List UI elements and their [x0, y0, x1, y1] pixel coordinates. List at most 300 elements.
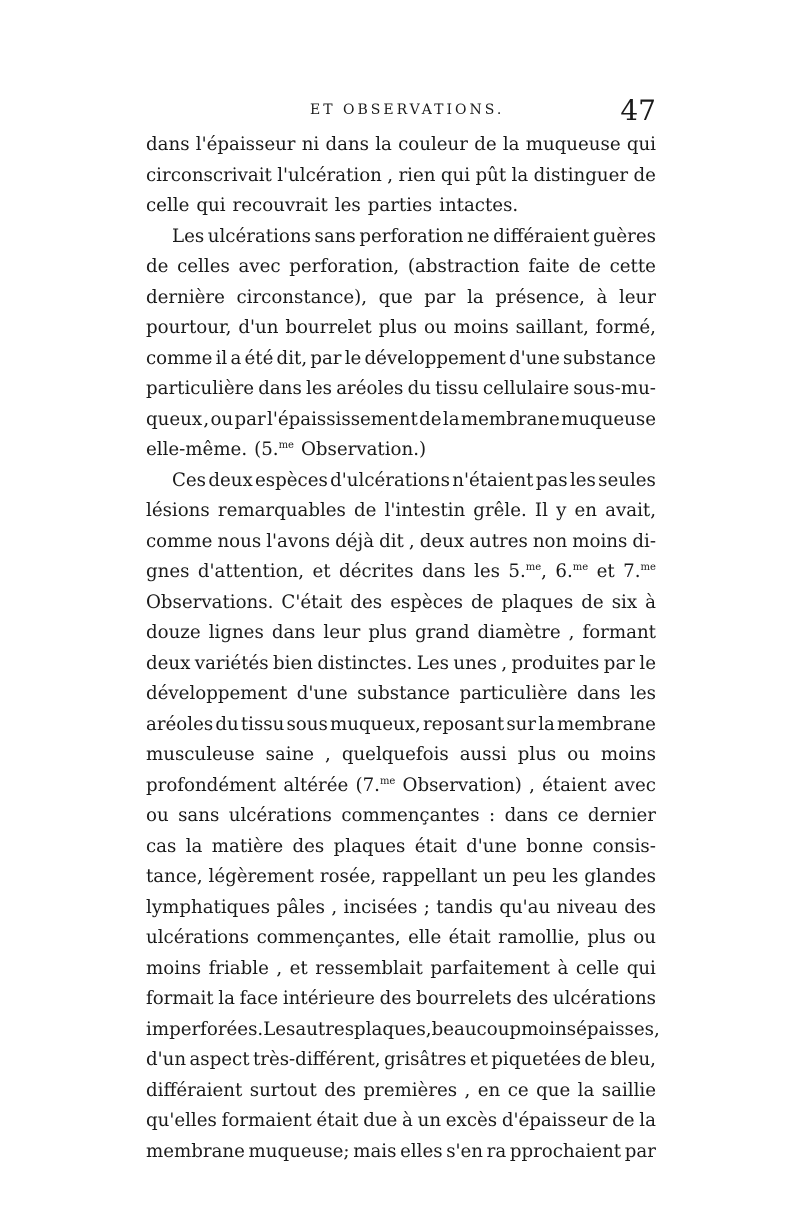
- word: Observations.: [146, 591, 274, 613]
- word: quelquefois: [341, 744, 449, 765]
- word: dans: [576, 683, 621, 704]
- word: des: [324, 1079, 356, 1101]
- word: muqueux,: [329, 713, 421, 735]
- word: deux: [419, 530, 465, 552]
- word: dit,: [276, 347, 308, 369]
- word: ,: [276, 957, 283, 979]
- word: rosée,: [319, 866, 377, 887]
- word: très-différent,: [252, 1049, 381, 1070]
- text-line: [146, 496, 656, 527]
- word: pût: [475, 164, 507, 186]
- word: qu'au: [499, 896, 551, 918]
- word: du: [407, 378, 431, 399]
- word: bourrelet: [285, 317, 372, 338]
- word: ;: [423, 896, 430, 918]
- word: (abstraction: [407, 256, 520, 277]
- word: de: [146, 256, 169, 277]
- word: tance,: [146, 866, 203, 887]
- word: présence,: [495, 286, 585, 308]
- word: ou: [210, 408, 234, 430]
- word: espèces: [255, 469, 328, 491]
- word: de: [471, 591, 494, 613]
- word: de: [354, 500, 377, 521]
- body-text: [146, 130, 660, 1167]
- word: rappellant: [382, 866, 478, 887]
- word: moins: [600, 744, 656, 765]
- word: glandes: [584, 866, 656, 887]
- text-line: [146, 313, 656, 344]
- text-line: [146, 740, 656, 771]
- word: pâles: [276, 896, 325, 918]
- word: saine: [265, 744, 315, 765]
- word: ressemblait: [315, 957, 423, 979]
- word: qu'elles: [146, 1110, 217, 1131]
- word: aréoles: [146, 713, 214, 735]
- word: d'une: [509, 347, 560, 369]
- word: moins: [572, 530, 628, 552]
- word: elles: [400, 1140, 443, 1162]
- word: douze: [146, 622, 201, 643]
- word: :: [489, 805, 496, 826]
- word: ,: [568, 622, 575, 643]
- word: sans: [314, 225, 356, 247]
- text-line: [146, 252, 656, 283]
- word: elle: [408, 927, 442, 948]
- page-header: [146, 94, 656, 134]
- text-line: [146, 466, 656, 497]
- word: bonne: [526, 835, 584, 857]
- word: remarquables: [217, 500, 346, 521]
- word: de: [578, 256, 601, 277]
- word: était: [316, 1110, 359, 1131]
- word: autres: [469, 530, 528, 552]
- text-line: [146, 405, 656, 436]
- word: dans: [271, 622, 316, 643]
- word: la: [511, 164, 529, 186]
- text-line: [146, 588, 656, 619]
- word: avec: [238, 256, 281, 277]
- word: plaques,: [354, 1018, 432, 1040]
- text-line: [146, 832, 656, 863]
- word: profondément: [146, 774, 277, 796]
- word: qui: [440, 164, 471, 186]
- word: légèrement: [208, 866, 314, 887]
- word: formé,: [595, 317, 656, 338]
- text-line: [146, 1015, 660, 1046]
- word: cellulaire: [482, 378, 570, 399]
- word: et: [289, 957, 308, 979]
- word: l'avons: [266, 530, 331, 552]
- word: face: [239, 988, 279, 1009]
- word: développement: [146, 683, 288, 704]
- word: autres: [295, 1018, 355, 1040]
- word: l'intestin: [384, 500, 466, 521]
- word: plus: [378, 317, 418, 338]
- word: aspect: [189, 1049, 250, 1070]
- word: formant: [582, 622, 656, 643]
- word: espèces: [390, 591, 463, 613]
- word: était: [448, 927, 491, 948]
- word: à: [596, 286, 608, 308]
- word: incisées: [343, 896, 418, 918]
- word: l'épaisseur: [195, 134, 296, 155]
- word: de: [612, 1110, 635, 1131]
- word: plus: [368, 622, 407, 643]
- text-line: [146, 1045, 656, 1076]
- word: di-: [632, 530, 656, 552]
- word: la: [375, 134, 392, 155]
- word: par: [234, 408, 266, 430]
- word: ou: [424, 317, 447, 338]
- word: ra: [486, 1140, 507, 1162]
- word: ulcérations: [228, 805, 332, 826]
- word: développement: [364, 347, 506, 369]
- word: membrane: [146, 1140, 245, 1162]
- text-line: [146, 1076, 656, 1107]
- word: pourtour,: [146, 317, 232, 338]
- word: était: [414, 835, 457, 857]
- word: ne: [467, 225, 490, 247]
- word: particulière: [146, 378, 255, 399]
- word: perforation: [359, 225, 464, 247]
- text-line: [146, 191, 656, 222]
- word: particulière: [459, 683, 568, 704]
- word: de: [584, 1049, 607, 1070]
- word: C'était: [281, 591, 343, 613]
- word: formaient: [221, 1110, 312, 1131]
- word: 5.$^{me}$,: [508, 561, 547, 582]
- word: les: [474, 561, 500, 582]
- word: ,: [464, 1079, 471, 1101]
- word: la: [639, 1110, 656, 1131]
- word: queux: [146, 408, 203, 430]
- word: l'épaississement: [267, 408, 418, 430]
- word: unes: [453, 652, 497, 674]
- word: les: [630, 683, 656, 704]
- word: ramollie,: [498, 927, 580, 948]
- word: excès: [445, 1110, 498, 1131]
- word: des: [350, 591, 383, 613]
- word: du: [215, 713, 239, 735]
- text-line: [146, 984, 656, 1015]
- text-line: [146, 161, 656, 192]
- word: grisâtres: [383, 1049, 467, 1070]
- word: de: [633, 164, 656, 186]
- word: bien: [273, 652, 313, 674]
- word: la: [442, 408, 460, 430]
- word: aussi: [459, 744, 507, 765]
- text-line: [146, 649, 656, 680]
- word: ulcérations: [207, 225, 311, 247]
- word: six: [611, 591, 638, 613]
- word: niveau: [556, 896, 618, 918]
- word: ulcérations: [552, 988, 656, 1009]
- word: sur: [506, 713, 537, 735]
- word: des: [624, 896, 656, 918]
- word: matière: [211, 835, 284, 857]
- text-line: [146, 222, 656, 253]
- word: plus: [517, 744, 557, 765]
- word: lésions: [146, 500, 210, 521]
- text-line: [146, 1106, 656, 1137]
- word: Il: [534, 500, 548, 521]
- word: substance: [563, 347, 656, 369]
- word: diamètre: [477, 622, 561, 643]
- word: de: [474, 134, 497, 155]
- text-line: [146, 435, 656, 466]
- text-line: [146, 557, 656, 588]
- word: non: [532, 530, 568, 552]
- word: tissu: [435, 378, 479, 399]
- word: la: [502, 134, 520, 155]
- word: muqueuse: [525, 134, 621, 155]
- word: intérieure: [282, 988, 375, 1009]
- page-number: 47: [620, 94, 656, 127]
- word: variétés: [194, 652, 269, 674]
- word: d'un: [146, 1049, 187, 1070]
- word: pprochaient: [509, 1140, 622, 1162]
- word: mais: [353, 1140, 397, 1162]
- word: Les: [416, 652, 449, 674]
- word: ,: [408, 530, 415, 552]
- word: Observation): [402, 774, 522, 796]
- word: consis-: [592, 835, 656, 857]
- word: Observation.): [300, 439, 427, 460]
- word: un: [417, 1110, 442, 1131]
- word: Les: [172, 225, 205, 247]
- word: formait: [146, 988, 214, 1009]
- word: leur: [618, 286, 656, 308]
- word: et: [312, 561, 331, 582]
- text-line: [146, 893, 656, 924]
- word: s'en: [446, 1140, 484, 1162]
- word: de: [581, 591, 604, 613]
- word: premières: [363, 1079, 458, 1101]
- word: des: [516, 988, 549, 1009]
- word: ,: [529, 774, 535, 796]
- word: substance: [357, 683, 450, 704]
- word: friable: [208, 957, 269, 979]
- word: dit: [379, 530, 404, 552]
- text-line: [146, 344, 656, 375]
- word: commençantes,: [256, 927, 401, 948]
- word: plus: [587, 927, 626, 948]
- text-line: [146, 954, 656, 985]
- running-head: ET OBSERVATIONS.: [310, 102, 505, 118]
- word: comme: [146, 530, 213, 552]
- text-line: [146, 862, 656, 893]
- word: celle: [146, 195, 190, 216]
- word: moins: [521, 1018, 577, 1040]
- word: d'attention,: [197, 561, 305, 582]
- word: que: [378, 286, 413, 308]
- word: à: [402, 1110, 413, 1131]
- word: des: [379, 988, 412, 1009]
- word: des: [292, 835, 325, 857]
- word: à: [557, 957, 569, 979]
- word: dans: [258, 378, 302, 399]
- word: épaisses,: [576, 1018, 660, 1040]
- word: leur: [323, 622, 361, 643]
- word: membrane: [460, 408, 560, 430]
- word: la: [577, 1079, 595, 1101]
- word: ce: [557, 805, 579, 826]
- word: dernière: [146, 286, 225, 308]
- word: altérée: [283, 774, 349, 796]
- word: en: [477, 1079, 501, 1101]
- word: ,: [501, 652, 508, 674]
- text-line: [146, 130, 656, 161]
- word: parfaitement: [430, 957, 550, 979]
- word: commençantes: [341, 805, 480, 826]
- word: que: [536, 1079, 571, 1101]
- word: nous: [217, 530, 262, 552]
- word: plaques: [501, 591, 574, 613]
- word: n'étaient: [452, 469, 534, 491]
- word: l'ulcération: [277, 164, 382, 186]
- word: plaques: [333, 835, 406, 857]
- word: peu: [512, 866, 547, 887]
- word: ,: [203, 408, 210, 430]
- word: pas: [535, 469, 568, 491]
- word: avec: [613, 774, 656, 796]
- word: dans: [504, 805, 549, 826]
- word: distinctes.: [317, 652, 413, 674]
- word: par: [624, 1140, 656, 1162]
- word: le: [344, 347, 362, 369]
- word: elle-même.: [146, 439, 248, 460]
- word: recouvrait: [232, 195, 328, 216]
- word: qui: [626, 134, 656, 155]
- word: tissu: [240, 713, 285, 735]
- word: musculeuse: [146, 744, 255, 765]
- word: comme: [146, 347, 213, 369]
- word: qui: [626, 957, 656, 979]
- word: saillie: [601, 1079, 656, 1101]
- word: la: [218, 988, 235, 1009]
- word: due: [363, 1110, 398, 1131]
- word: cette: [609, 256, 656, 277]
- word: différaient: [493, 225, 590, 247]
- word: ce: [507, 1079, 529, 1101]
- word: faite: [528, 256, 570, 277]
- word: distinguer: [533, 164, 629, 186]
- word: parties: [367, 195, 433, 216]
- word: y: [556, 500, 567, 521]
- word: il: [215, 347, 228, 369]
- word: d'une: [466, 835, 517, 857]
- word: seules: [598, 469, 656, 491]
- word: saillant,: [515, 317, 589, 338]
- word: muqueuse: [561, 408, 656, 430]
- word: le: [639, 652, 656, 674]
- word: Les: [263, 1018, 296, 1040]
- word: la: [538, 713, 555, 735]
- word: dans: [146, 134, 190, 155]
- word: ,: [331, 896, 338, 918]
- word: bleu,: [610, 1049, 656, 1070]
- word: Ces: [172, 469, 207, 491]
- word: étaient: [542, 774, 607, 796]
- word: été: [244, 347, 274, 369]
- word: et: [596, 561, 615, 582]
- word: lignes: [208, 622, 264, 643]
- word: tandis: [436, 896, 493, 918]
- word: sans: [178, 805, 220, 826]
- word: dernier: [587, 805, 656, 826]
- word: ulcérations: [146, 927, 250, 948]
- word: guères: [593, 225, 656, 247]
- word: par: [310, 347, 342, 369]
- text-line: [146, 1137, 656, 1168]
- word: grêle.: [473, 500, 527, 521]
- word: et: [469, 1049, 488, 1070]
- word: imperforées.: [146, 1018, 264, 1040]
- word: ,: [387, 164, 394, 186]
- word: bourrelets: [416, 988, 512, 1009]
- word: a: [230, 347, 242, 369]
- word: circonscrivait: [146, 164, 272, 186]
- text-line: [146, 527, 656, 558]
- word: en: [574, 500, 597, 521]
- word: les: [334, 195, 361, 216]
- word: par: [603, 652, 635, 674]
- word: lymphatiques: [146, 896, 271, 918]
- word: rien: [398, 164, 436, 186]
- text-line: [146, 679, 656, 710]
- text-line: [146, 710, 656, 741]
- word: (5.$^{me}$: [254, 439, 294, 460]
- word: ou: [146, 805, 169, 826]
- word: intactes.: [439, 195, 519, 216]
- word: à: [645, 591, 656, 613]
- word: décrites: [339, 561, 414, 582]
- word: les: [552, 866, 579, 887]
- word: beaucoup: [431, 1018, 522, 1040]
- word: qui: [196, 195, 226, 216]
- word: grand: [414, 622, 470, 643]
- word: déjà: [335, 530, 375, 552]
- word: sous-mu-: [573, 378, 656, 399]
- word: ,: [325, 744, 331, 765]
- word: de: [419, 408, 442, 430]
- word: les: [569, 469, 596, 491]
- word: deux: [208, 469, 253, 491]
- word: moins: [146, 957, 202, 979]
- word: reposant: [422, 713, 505, 735]
- word: (7.$^{me}$: [355, 774, 396, 796]
- word: couleur: [398, 134, 468, 155]
- word: piquetées: [491, 1049, 582, 1070]
- word: aréoles: [336, 378, 404, 399]
- word: d'ulcérations: [330, 469, 450, 491]
- word: différaient: [146, 1079, 243, 1101]
- word: deux: [146, 652, 191, 674]
- word: les: [306, 378, 332, 399]
- word: cas: [146, 835, 177, 857]
- word: ou: [567, 744, 590, 765]
- text-line: [146, 923, 656, 954]
- word: membrane: [557, 713, 656, 735]
- word: ou: [633, 927, 656, 948]
- text-line: [146, 374, 656, 405]
- word: gnes: [146, 561, 190, 582]
- word: ni: [301, 134, 320, 155]
- word: circonstance),: [236, 286, 368, 308]
- word: muqueuse;: [248, 1140, 350, 1162]
- word: dans: [325, 134, 370, 155]
- text-line: [146, 618, 656, 649]
